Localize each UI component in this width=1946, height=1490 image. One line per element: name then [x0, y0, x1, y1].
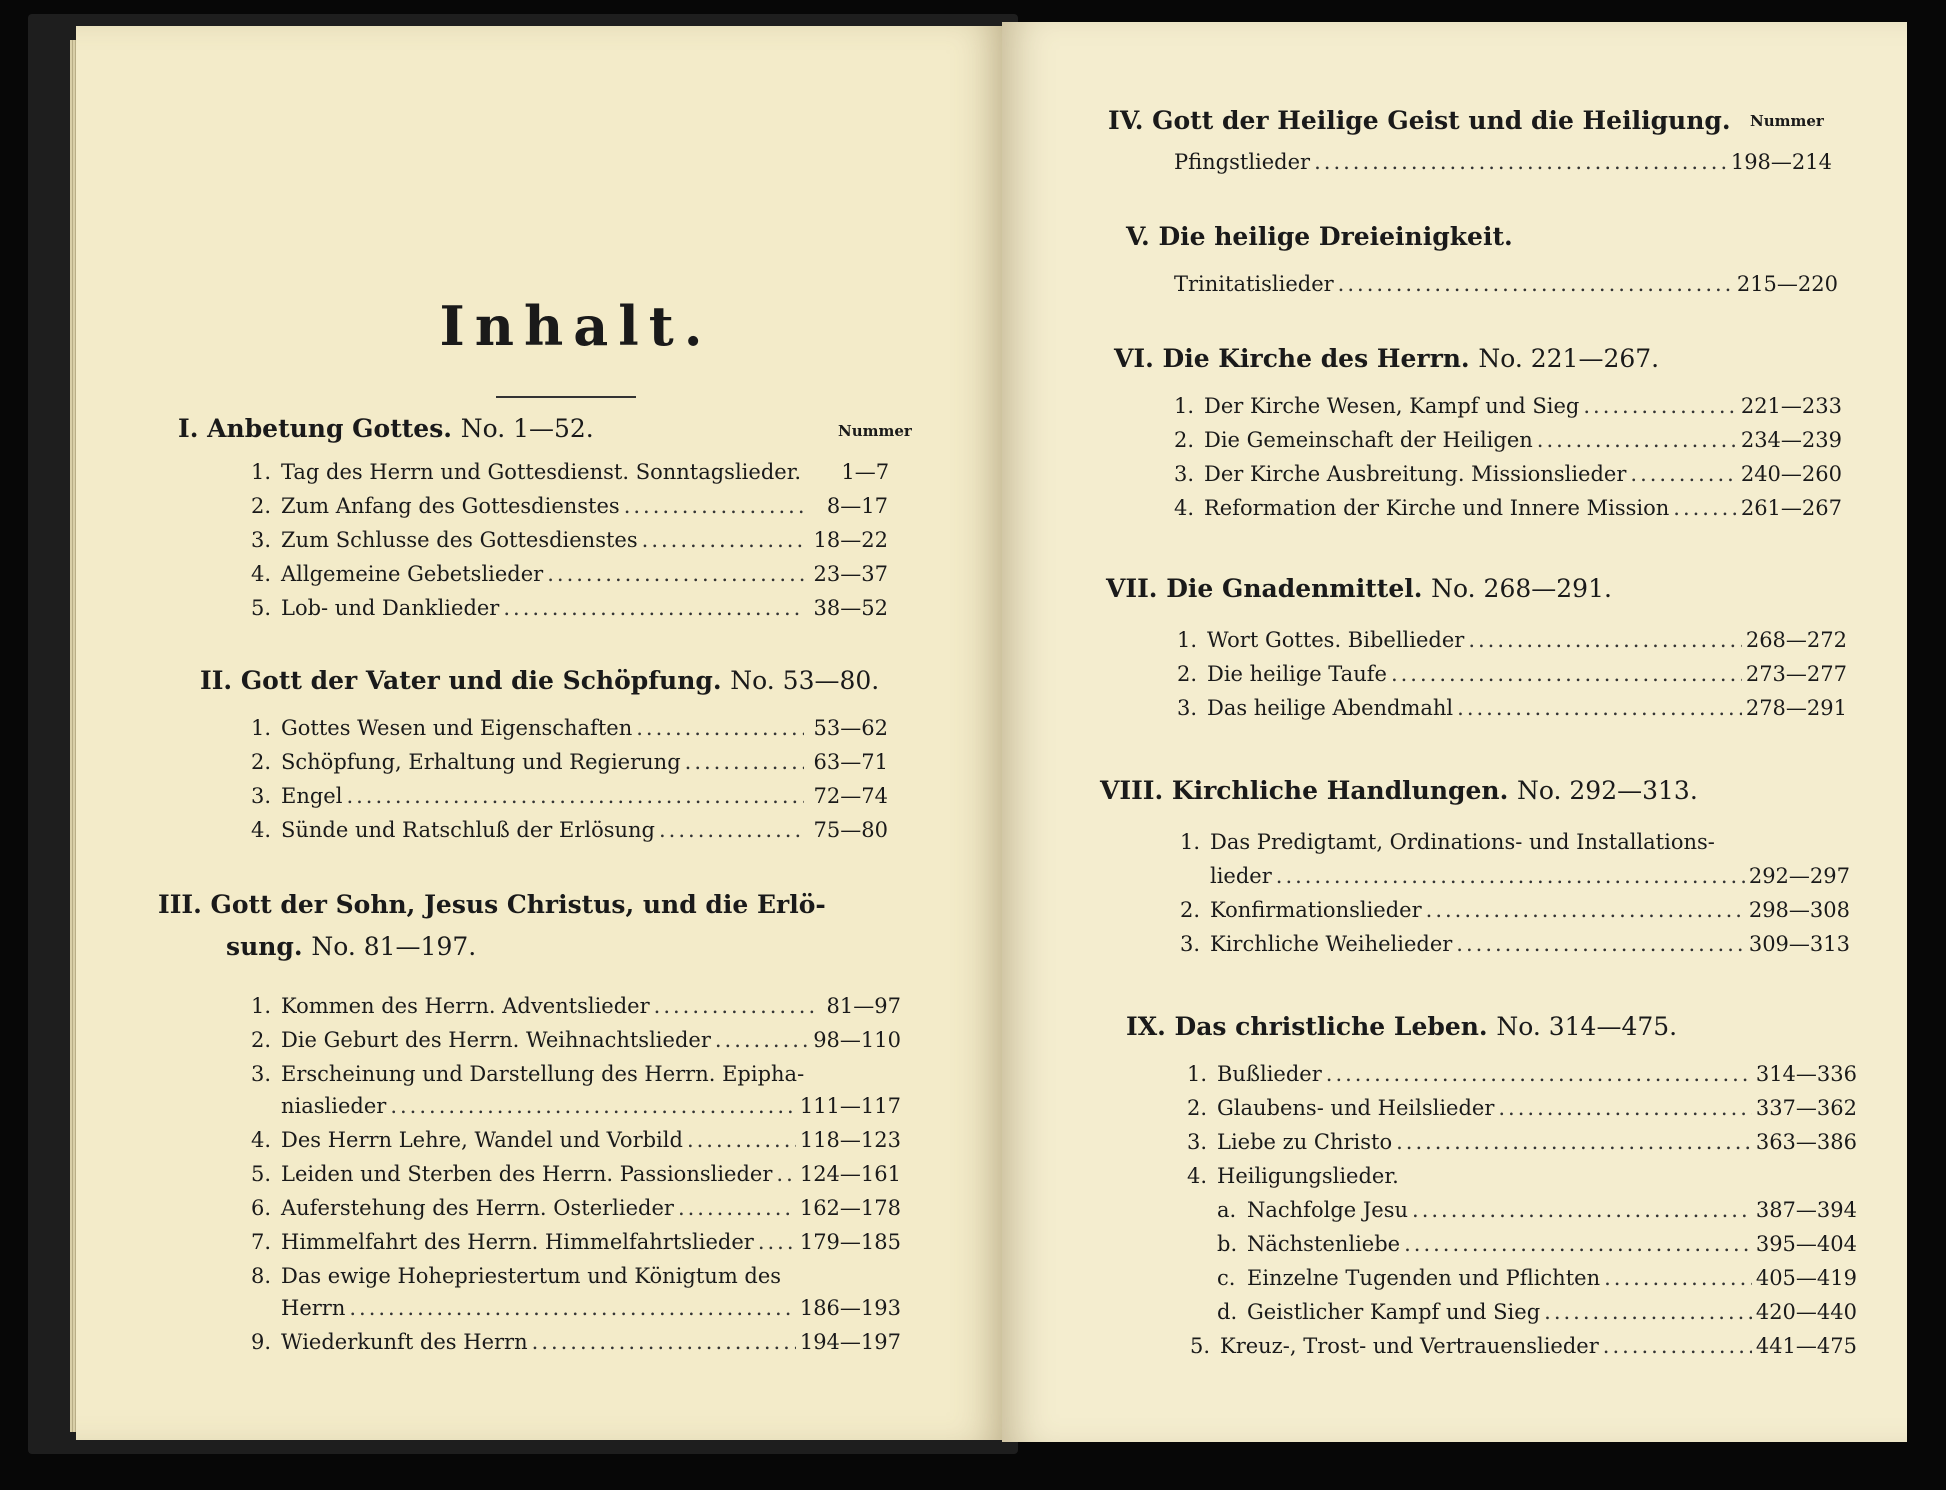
toc-entry: 6. Auferstehung des Herrn. Osterlieder ..... 162—178 — [251, 1196, 901, 1228]
toc-entry: 1. Wort Gottes. Bibellieder ..... 268—272 — [1177, 628, 1847, 660]
toc-entry: 1. Tag des Herrn und Gottesdienst. Sonntagslieder. 1—7 — [251, 460, 890, 484]
toc-entry: 3. Zum Schlusse des Gottesdienstes ..... 18—22 — [251, 528, 888, 560]
toc-entry: 1. Bußlieder ..... 314—336 — [1187, 1062, 1857, 1094]
right-page — [1002, 22, 1907, 1442]
toc-entry: 8. Das ewige Hohepriestertum und Königtum des — [251, 1264, 782, 1288]
toc-entry: 5. Kreuz-, Trost- und Vertrauenslieder ..... 441—475 — [1190, 1334, 1857, 1366]
toc-entry: 5. Leiden und Sterben des Herrn. Passionslieder ..... 124—161 — [251, 1162, 901, 1194]
bleed-through-text — [136, 116, 956, 149]
toc-entry: Trinitatislieder ..... 215—220 — [1174, 272, 1838, 304]
toc-entry-continuation: Herrn ..... 186—193 — [281, 1296, 901, 1328]
section-heading-I: I. Anbetung Gottes. No. 1—52. — [178, 414, 594, 443]
toc-entry: 1. Gottes Wesen und Eigenschaften ..... 53—62 — [251, 716, 888, 748]
toc-entry: 3. Erscheinung und Darstellung des Herrn. Epipha- — [251, 1062, 805, 1086]
toc-entry: 1. Kommen des Herrn. Adventslieder ..... 81—97 — [251, 994, 901, 1026]
section-heading-III: III. Gott der Sohn, Jesus Christus, und die Erlö- — [158, 890, 826, 919]
toc-entry: 4. Des Herrn Lehre, Wandel und Vorbild ..... 118—123 — [251, 1128, 901, 1160]
toc-entry: 2. Die Gemeinschaft der Heiligen ..... 234—239 — [1174, 428, 1842, 460]
toc-entry: 3. Engel ..... 72—74 — [251, 784, 888, 816]
toc-entry: 2. Konfirmationslieder ..... 298—308 — [1180, 898, 1850, 930]
toc-entry: 2. Schöpfung, Erhaltung und Regierung ..... 63—71 — [251, 750, 888, 782]
toc-entry: 4. Allgemeine Gebetslieder ..... 23—37 — [251, 562, 888, 594]
toc-entry: 2. Die heilige Taufe ..... 273—277 — [1177, 662, 1847, 694]
toc-entry: 2. Die Geburt des Herrn. Weihnachtslieder ..... 98—110 — [251, 1028, 901, 1060]
left-page — [76, 26, 1004, 1440]
toc-entry: 2. Glaubens- und Heilslieder ..... 337—362 — [1187, 1096, 1857, 1128]
toc-subentry: c. Einzelne Tugenden und Pflichten ..... 405—419 — [1217, 1266, 1857, 1298]
toc-entry: 3. Der Kirche Ausbreitung. Missionslieder ..... 240—260 — [1174, 462, 1842, 494]
nummer-header: Nummer — [1750, 112, 1824, 130]
toc-subentry: a. Nachfolge Jesu ..... 387—394 — [1217, 1198, 1857, 1230]
toc-entry: 5. Lob- und Danklieder ..... 38—52 — [251, 596, 888, 628]
title-rule — [496, 396, 636, 398]
toc-entry: 2. Zum Anfang des Gottesdienstes ..... 8—17 — [251, 494, 888, 526]
toc-entry-continuation: niaslieder ..... 111—117 — [281, 1094, 901, 1126]
nummer-header: Nummer — [838, 422, 912, 440]
toc-entry: 7. Himmelfahrt des Herrn. Himmelfahrtslieder ..... 179—185 — [251, 1230, 901, 1262]
toc-entry: 3. Das heilige Abendmahl ..... 278—291 — [1177, 696, 1847, 728]
section-heading-III-cont: sung. No. 81—197. — [226, 932, 477, 961]
section-heading-V: V. Die heilige Dreieinigkeit. — [1126, 222, 1513, 251]
section-heading-IV: IV. Gott der Heilige Geist und die Heiligung. — [1108, 106, 1731, 135]
toc-entry: 4. Heiligungslieder. — [1187, 1164, 1399, 1188]
toc-entry: 4. Sünde und Ratschluß der Erlösung ..... 75—80 — [251, 818, 888, 850]
toc-subentry: b. Nächstenliebe ..... 395—404 — [1217, 1232, 1857, 1264]
toc-entry: 4. Reformation der Kirche und Innere Mission ..... 261—267 — [1174, 496, 1842, 528]
page-title: Inhalt. — [439, 294, 713, 358]
section-heading-VI: VI. Die Kirche des Herrn. No. 221—267. — [1114, 344, 1660, 373]
section-heading-II: II. Gott der Vater und die Schöpfung. No. 53—80. — [200, 666, 880, 695]
section-heading-VII: VII. Die Gnadenmittel. No. 268—291. — [1106, 574, 1612, 603]
toc-entry: 1. Der Kirche Wesen, Kampf und Sieg ..... 221—233 — [1174, 394, 1842, 426]
toc-entry: 3. Kirchliche Weihelieder ..... 309—313 — [1180, 932, 1850, 964]
toc-subentry: d. Geistlicher Kampf und Sieg ..... 420—440 — [1217, 1300, 1857, 1332]
section-heading-IX: IX. Das christliche Leben. No. 314—475. — [1126, 1012, 1678, 1041]
toc-entry: 1. Das Predigtamt, Ordinations- und Installations- — [1180, 830, 1715, 854]
toc-entry: Pfingstlieder ..... 198—214 — [1174, 150, 1832, 182]
toc-entry: 3. Liebe zu Christo ..... 363—386 — [1187, 1130, 1857, 1162]
toc-entry: 9. Wiederkunft des Herrn ..... 194—197 — [251, 1330, 901, 1362]
toc-entry-continuation: lieder ..... 292—297 — [1210, 864, 1850, 896]
section-heading-VIII: VIII. Kirchliche Handlungen. No. 292—313. — [1100, 776, 1698, 805]
